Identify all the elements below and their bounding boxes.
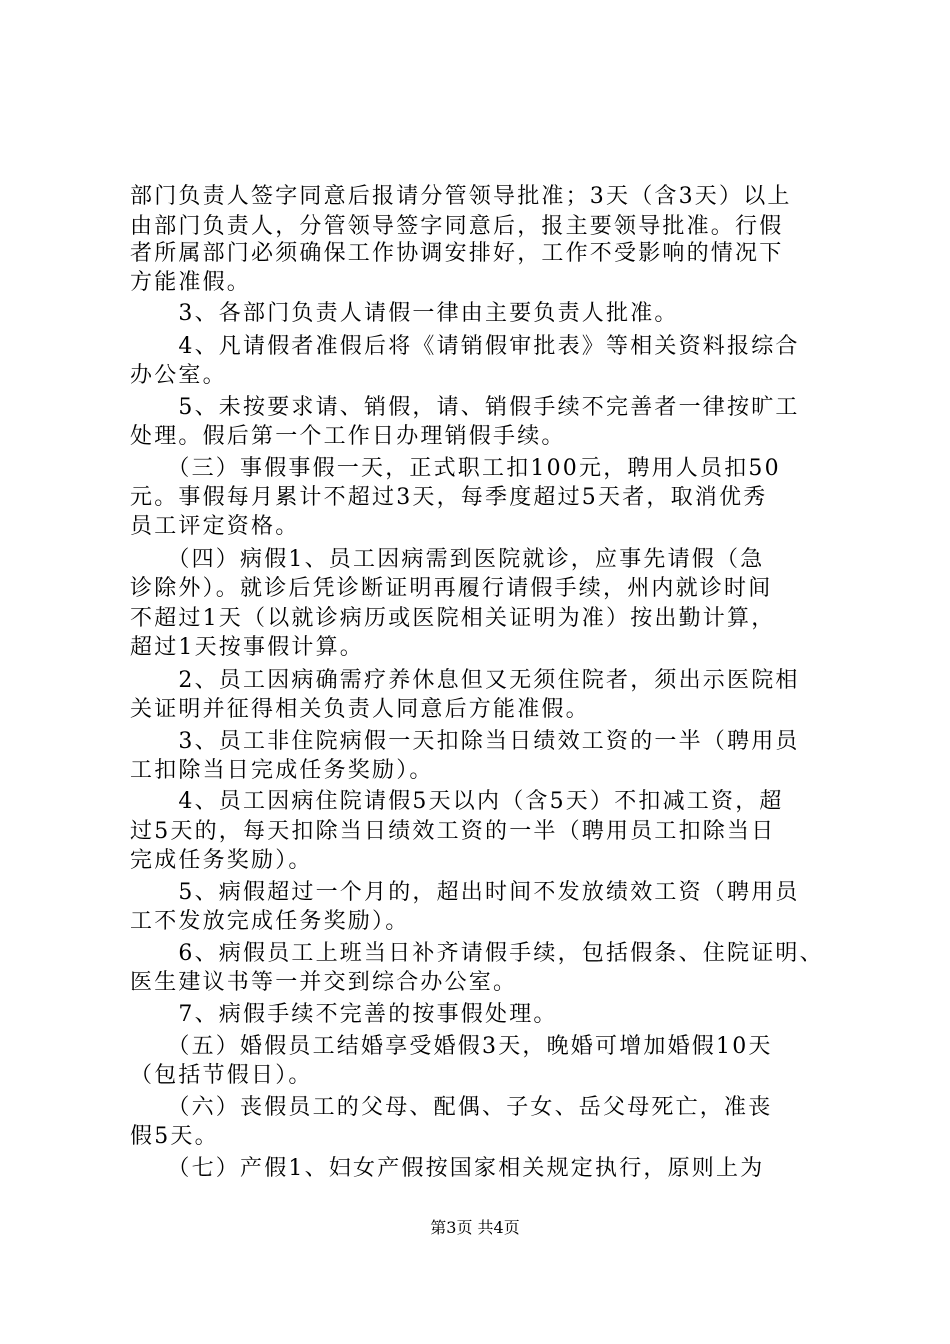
- text-line: 元。事假每月累计不超过3天，每季度超过5天者，取消优秀: [130, 485, 768, 510]
- text-line: （五）婚假员工结婚享受婚假3天，晚婚可增加婚假10天: [130, 1034, 773, 1059]
- text-line: 工不发放完成任务奖励）。: [130, 909, 410, 934]
- text-line: 过5天的，每天扣除当日绩效工资的一半（聘用员工扣除当日: [130, 819, 776, 844]
- text-line: 3、员工非住院病假一天扣除当日绩效工资的一半（聘用员: [130, 729, 800, 754]
- text-line: 4、员工因病住院请假5天以内（含5天）不扣减工资，超: [130, 789, 784, 814]
- text-line: 诊除外）。就诊后凭诊断证明再履行请假手续，州内就诊时间: [130, 576, 773, 601]
- text-line: 5、病假超过一个月的，超出时间不发放绩效工资（聘用员: [130, 880, 800, 905]
- text-line: 关证明并征得相关负责人同意后方能准假。: [130, 697, 590, 722]
- text-line: 工扣除当日完成任务奖励）。: [130, 758, 434, 783]
- text-line: 者所属部门必须确保工作协调安排好，工作不受影响的情况下: [130, 241, 784, 266]
- text-line: 2、员工因病确需疗养休息但又无须住院者，须出示医院相: [130, 668, 800, 693]
- text-line: 医生建议书等一并交到综合办公室。: [130, 970, 518, 995]
- text-line: （包括节假日）。: [130, 1063, 313, 1088]
- text-line: （六）丧假员工的父母、配偶、子女、岳父母死亡，准丧: [130, 1095, 773, 1120]
- text-line: （四）病假1、员工因病需到医院就诊，应事先请假（急: [130, 547, 765, 572]
- text-line: 5、未按要求请、销假，请、销假手续不完善者一律按旷工: [130, 395, 800, 420]
- text-line: 超过1天按事假计算。: [130, 635, 364, 660]
- text-line: 部门负责人签字同意后报请分管领导批准；3天（含3天）以上: [130, 184, 792, 209]
- text-line: 方能准假。: [130, 270, 252, 295]
- text-line: （三）事假事假一天，正式职工扣100元，聘用人员扣50: [130, 456, 781, 481]
- text-line: 员工评定资格。: [130, 514, 300, 539]
- text-line: 7、病假手续不完善的按事假处理。: [130, 1002, 558, 1027]
- text-line: 处理。假后第一个工作日办理销假手续。: [130, 424, 566, 449]
- text-line: （七）产假1、妇女产假按国家相关规定执行，原则上为: [130, 1156, 765, 1181]
- text-line: 3、各部门负责人请假一律由主要负责人批准。: [130, 301, 679, 326]
- text-line: 不超过1天（以就诊病历或医院相关证明为准）按出勤计算，: [130, 606, 776, 631]
- text-line: 办公室。: [130, 363, 227, 388]
- text-line: 由部门负责人，分管领导签字同意后，报主要领导批准。行假: [130, 214, 784, 239]
- text-line: 6、病假员工上班当日补齐请假手续，包括假条、住院证明、: [130, 941, 824, 966]
- text-line: 4、凡请假者准假后将《请销假审批表》等相关资料报综合: [130, 334, 800, 359]
- page-footer: 第3页 共4页: [430, 1218, 520, 1237]
- text-line: 完成任务奖励）。: [130, 848, 313, 873]
- text-line: 假5天。: [130, 1124, 219, 1149]
